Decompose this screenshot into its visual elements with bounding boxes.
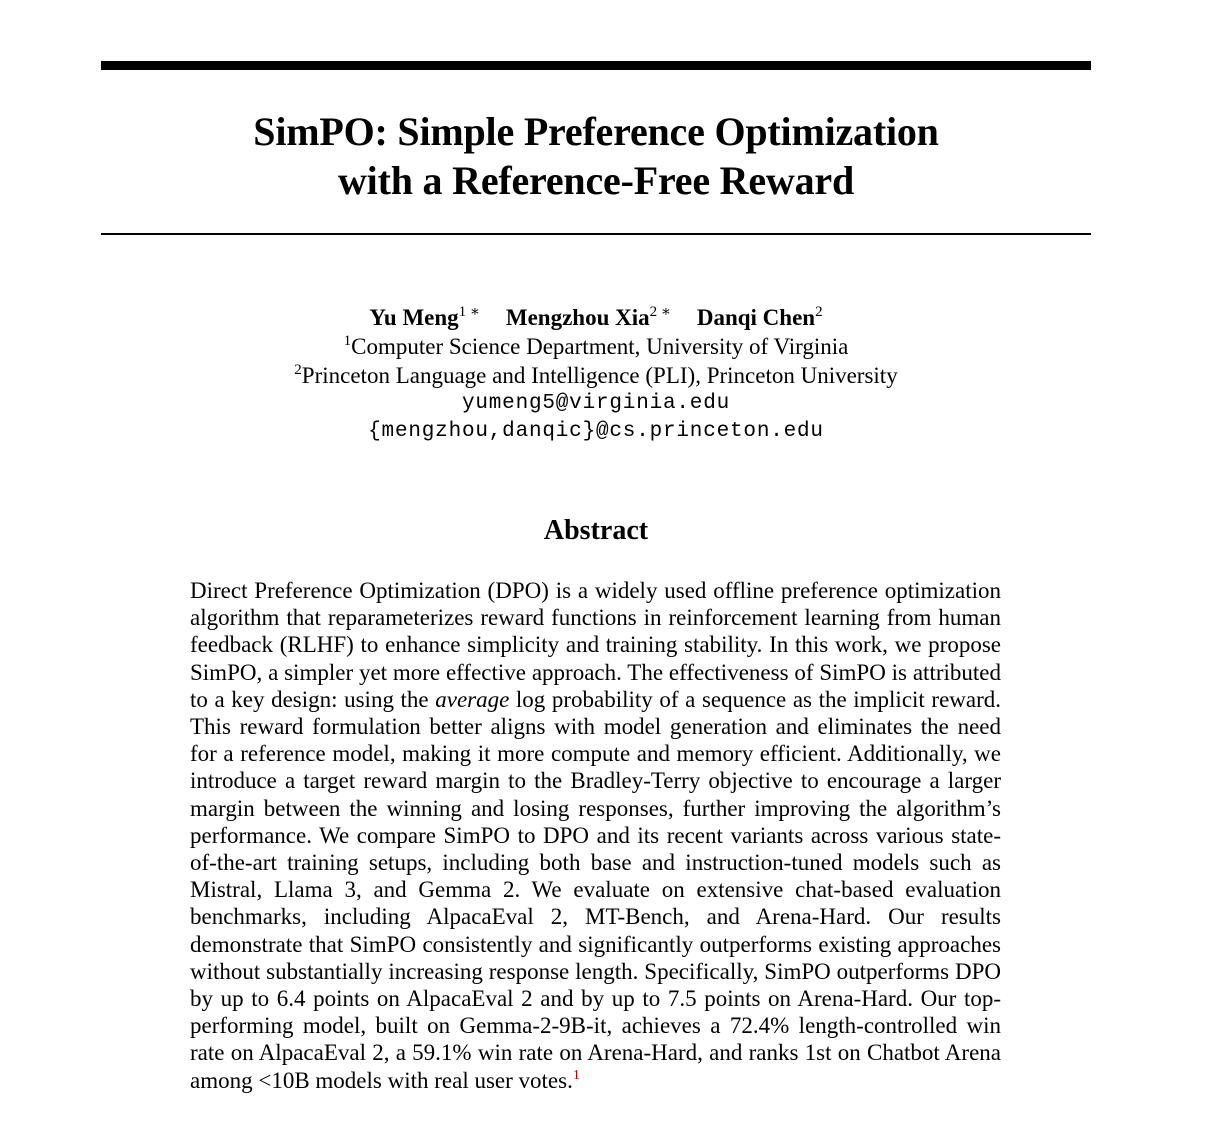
author-list xyxy=(101,303,1091,332)
abstract-text xyxy=(190,577,1001,1094)
author-danqi-chen xyxy=(697,303,823,332)
title-bottom-rule xyxy=(101,233,1091,235)
email-yumeng: yumeng5@virginia.edu xyxy=(461,392,731,415)
title-top-rule xyxy=(101,61,1091,70)
author-affiliation-mark: 1 ∗ xyxy=(458,304,481,320)
affiliation-text: Princeton Language and Intelligence (PLI), Princeton University xyxy=(301,363,898,388)
abstract-part-2: log probability of a sequence as the implicit reward. This reward formulation better aligns with model generation and eliminates the need for a reference model, making it more compute and memory efficient. Additionally, we introduce a target reward margin to the Bradley-Terry objective to encourage a larger margin between the winning and losing responses, further improving the algorithm’s performance. We compare SimPO to DPO and its recent variants across various state-of-the-art training setups, including both base and instruction-tuned models such as Mistral, Llama 3, and Gemma 2. We evaluate on extensive chat-based evaluation benchmarks, including AlpacaEval 2, MT-Bench, and Arena-Hard. Our results demonstrate that SimPO consistently and significantly outperforms existing approaches without substantially increasing response length. Specifically, SimPO outperforms DPO by up to 6.4 points on AlpacaEval 2 and by up to 7.5 points on Arena-Hard. Our top-performing model, built on Gemma-2-9B-it, achieves a 72.4% length-controlled win rate on AlpacaEval 2, a 59.1% win rate on Arena-Hard, and ranks 1st on Chatbot Arena among <10B models with real user votes. xyxy=(190,686,1002,1093)
author-block xyxy=(101,303,1091,446)
author-affiliation-mark: 2 ∗ xyxy=(649,304,672,320)
abstract-heading: Abstract xyxy=(543,515,649,546)
abstract-part-1: Direct Preference Optimization (DPO) is a widely used offline preference optimization algorithm that reparameterizes reward functions in reinforcement learning from human feedback (RLHF) to enhance simplicity and training stability. In this work, we propose SimPO, a simpler yet more effective approach. The effectiveness of SimPO is attributed to a key design: using the xyxy=(190,578,1001,712)
author-affiliation-mark: 2 xyxy=(815,304,823,320)
author-name: Danqi Chen xyxy=(696,305,816,330)
affiliation-princeton xyxy=(101,361,1091,390)
footnote-link[interactable]: 1 xyxy=(572,1067,580,1083)
paper-title-line-2: with a Reference-Free Reward xyxy=(337,158,855,203)
affiliation-mark: 2 xyxy=(294,362,302,378)
abstract-emphasis: average xyxy=(435,686,510,712)
affiliation-mark: 1 xyxy=(343,333,352,349)
author-name: Yu Meng xyxy=(369,305,459,330)
author-yu-meng xyxy=(369,303,480,332)
author-name: Mengzhou Xia xyxy=(505,305,650,330)
author-mengzhou-xia xyxy=(506,303,671,332)
affiliation-uva xyxy=(101,332,1091,361)
email-princeton: {mengzhou,danqic}@cs.princeton.edu xyxy=(368,420,824,443)
paper-title-line-1: SimPO: Simple Preference Optimization xyxy=(253,109,939,154)
paper-title xyxy=(101,107,1091,205)
affiliation-text: Computer Science Department, University of Virginia xyxy=(351,334,849,359)
